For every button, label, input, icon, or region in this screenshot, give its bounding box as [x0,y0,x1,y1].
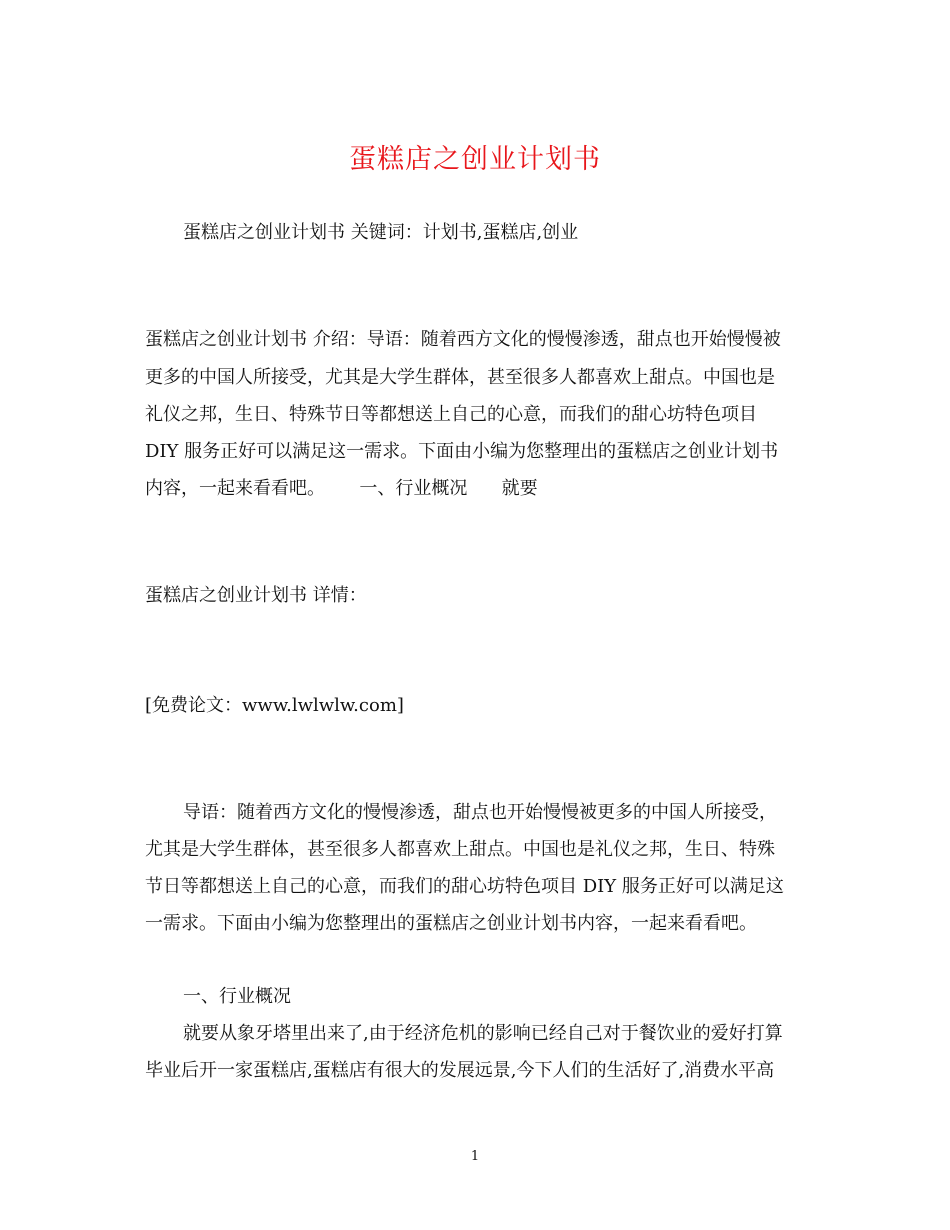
intro-line: 内容，一起来看看吧。 一、行业概况 就要 [145,478,538,499]
source-line: [免费论文：www.lwlwlw.com] [145,695,404,716]
body-line: 尤其是大学生群体，甚至很多人都喜欢上甜点。中国也是礼仪之邦，生日、特殊 [145,839,775,860]
body-line: 节日等都想送上自己的心意，而我们的甜心坊特色项目 DIY 服务正好可以满足这 [145,876,784,897]
document-title: 蛋糕店之创业计划书 [349,144,601,175]
intro-line: 蛋糕店之创业计划书 介绍：导语：随着西方文化的慢慢渗透，甜点也开始慢慢被 [145,329,781,350]
section-line: 毕业后开一家蛋糕店,蛋糕店有很大的发展远景,今下人们的生活好了,消费水平高 [145,1060,775,1081]
details-line: 蛋糕店之创业计划书 详情： [145,585,367,606]
page-number: 1 [470,1149,480,1164]
section-heading: 一、行业概况 [183,986,291,1007]
intro-line: DIY 服务正好可以满足这一需求。下面由小编为您整理出的蛋糕店之创业计划书 [145,441,779,462]
body-line: 导语：随着西方文化的慢慢渗透，甜点也开始慢慢被更多的中国人所接受， [183,802,777,823]
section-line: 就要从象牙塔里出来了,由于经济危机的影响已经自己对于餐饮业的爱好打算 [183,1023,783,1044]
body-line: 一需求。下面由小编为您整理出的蛋糕店之创业计划书内容，一起来看看吧。 [145,913,757,934]
intro-line: 更多的中国人所接受，尤其是大学生群体，甚至很多人都喜欢上甜点。中国也是 [145,367,775,388]
intro-line: 礼仪之邦，生日、特殊节日等都想送上自己的心意，而我们的甜心坊特色项目 [145,404,757,425]
keywords-line: 蛋糕店之创业计划书 关键词：计划书,蛋糕店,创业 [183,222,579,243]
